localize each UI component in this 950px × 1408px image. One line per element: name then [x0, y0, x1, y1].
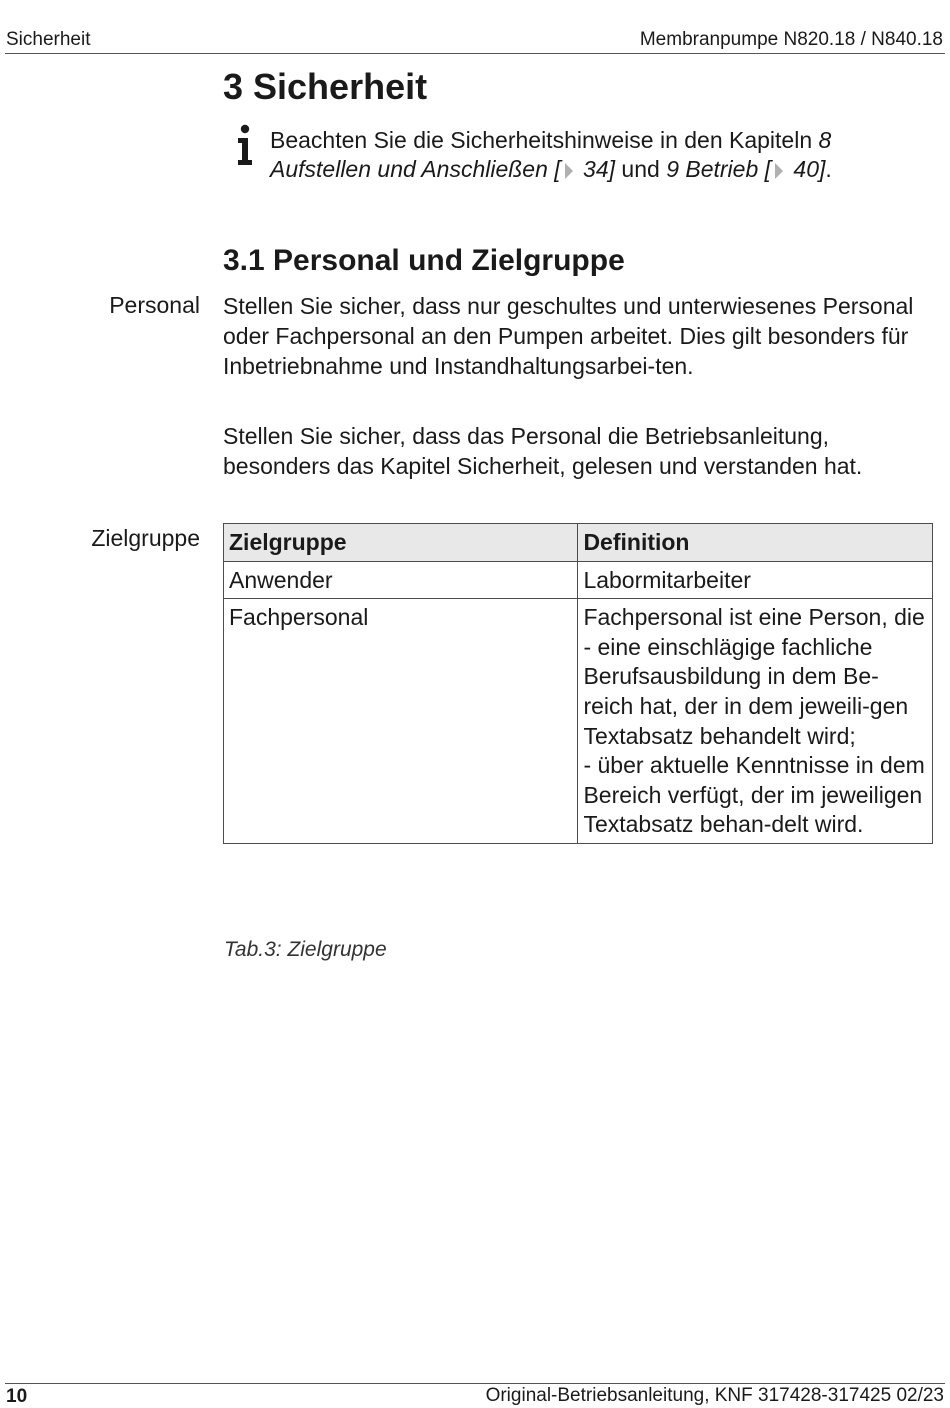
- table-caption: Tab.3: Zielgruppe: [224, 938, 387, 961]
- table-row: [224, 599, 933, 844]
- margin-label-personal: Personal: [109, 292, 200, 318]
- column-header-definition: Definition: [578, 524, 933, 562]
- paragraph-personal-2: Stellen Sie sicher, dass das Personal die Betriebsanleitung, besonders das Kapitel Sicherheit, gelesen und verstanden hat.: [223, 423, 863, 479]
- chapter-9-ref: 9 Betrieb [: [666, 156, 772, 182]
- info-text-2: und: [615, 156, 667, 182]
- section-title: 3.1 Personal und Zielgruppe: [223, 244, 625, 277]
- column-header-zielgruppe: Zielgruppe: [224, 524, 578, 562]
- document-id: Original-Betriebsanleitung, KNF 317428-317425 02/23: [485, 1385, 944, 1406]
- paragraph-personal-1: Stellen Sie sicher, dass nur geschultes und unterwiesenes Personal oder Fachpersonal an den Pumpen arbeitet. Dies gilt besonders für Inbetriebnahme und Instandhaltungsarbei-ten.: [223, 293, 914, 379]
- cell-definition: Labormitarbeiter: [578, 561, 933, 599]
- cell-definition: Fachpersonal ist eine Person, die - eine einschlägige fachliche Berufsausbildung in dem Be-reich hat, der in dem jeweili-gen Textabsatz behandelt wird; - über aktuelle Kenntnisse in dem Bereich verfügt, der im jeweiligen Textabsatz behan-delt wird.: [578, 599, 933, 844]
- chapter-8-ref: 8 Aufstellen und Anschließen [: [270, 127, 832, 182]
- chapter-title: 3 Sicherheit: [223, 66, 428, 107]
- chapter-9-link[interactable]: [666, 156, 825, 182]
- table-header-row: [224, 524, 933, 562]
- chapter-9-page: 40]: [787, 156, 826, 182]
- header-section: Sicherheit: [6, 29, 91, 50]
- header-product: Membranpumpe N820.18 / N840.18: [639, 29, 943, 50]
- cell-group: Fachpersonal: [224, 599, 578, 844]
- header-rule: [5, 53, 945, 54]
- margin-label-zielgruppe: Zielgruppe: [91, 525, 200, 551]
- page-arrow-icon: [565, 163, 573, 179]
- info-icon: [233, 124, 257, 168]
- info-note: [270, 126, 930, 184]
- page-number: 10: [6, 1386, 28, 1407]
- chapter-8-page: 34]: [576, 156, 616, 182]
- page-arrow-icon: [775, 163, 783, 179]
- cell-group: Anwender: [224, 561, 578, 599]
- info-text-3: .: [825, 156, 832, 182]
- footer-rule: [5, 1383, 945, 1384]
- table-row: [224, 561, 933, 599]
- target-group-table: [223, 523, 933, 844]
- info-text-1: Beachten Sie die Sicherheitshinweise in den Kapiteln: [270, 127, 819, 153]
